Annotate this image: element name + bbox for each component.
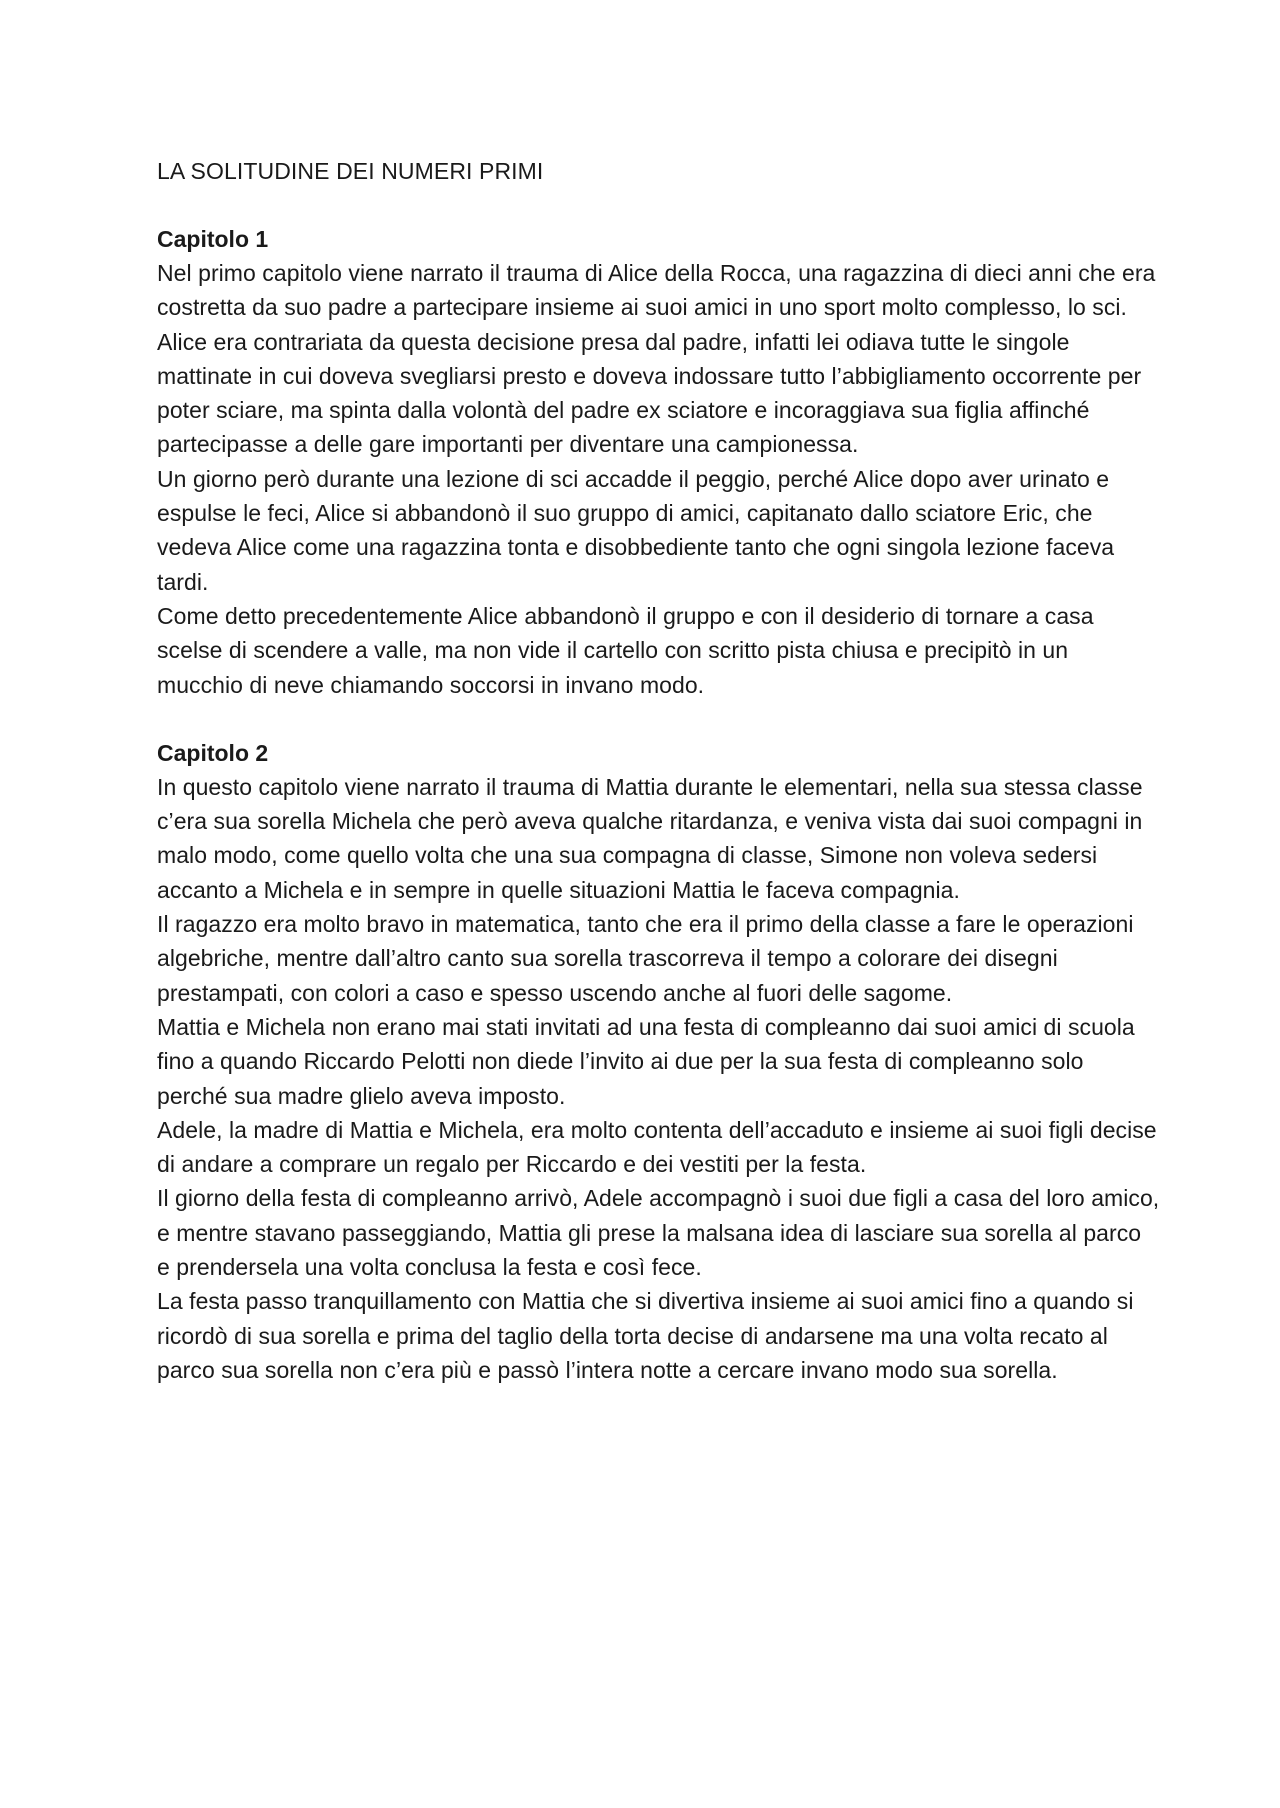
chapter-heading: Capitolo 1 — [157, 226, 269, 252]
paragraph: Un giorno però durante una lezione di sci accadde il peggio, perché Alice dopo aver urinato e espulse le feci, Alice si abbandonò il suo gruppo di amici, capitanato dallo sciatore Eric, che vedeva Alice come una ragazzina tonta e disobbediente tanto che ogni singola lezione faceva tardi. — [157, 465, 1115, 595]
paragraph: Il giorno della festa di compleanno arrivò, Adele accompagnò i suoi due figli a casa del loro amico, e mentre stavano passeggiando, Mattia gli prese la malsana idea di lasciare sua sorella al parco e prendersela una volta conclusa la festa e così fece. — [157, 1185, 1160, 1281]
paragraph: In questo capitolo viene narrato il trauma di Mattia durante le elementari, nella sua stessa classe c’era sua sorella Michela che però aveva qualche ritardanza, e veniva vista dai suoi compagni in malo modo, come quello volta che una sua compagna di classe, Simone non voleva sedersi accanto a Michela e in sempre in quelle situazioni Mattia le faceva compagnia. — [157, 773, 1143, 903]
paragraph: Alice era contrariata da questa decisione presa dal padre, infatti lei odiava tutte le singole mattinate in cui doveva svegliarsi presto e doveva indossare tutto l’abbigliamento occorrente per poter sciare, ma spinta dalla volontà del padre ex sciatore e incoraggiava sua figlia affinché partecipasse a delle gare importanti per diventare una campionessa. — [157, 328, 1142, 458]
chapter-1 — [157, 222, 1160, 702]
paragraph: La festa passo tranquillamento con Mattia che si divertiva insieme ai suoi amici fino a quando si ricordò di sua sorella e prima del taglio della torta decise di andarsene ma una volta recato al parco sua sorella non c’era più e passò l’intera notte a cercare invano modo sua sorella. — [157, 1288, 1134, 1383]
chapter-2 — [157, 736, 1160, 1387]
document-title: LA SOLITUDINE DEI NUMERI PRIMI — [157, 158, 544, 184]
paragraph: Come detto precedentemente Alice abbandonò il gruppo e con il desiderio di tornare a casa scelse di scendere a valle, ma non vide il cartello con scritto pista chiusa e precipitò in un mucchio di neve chiamando soccorsi in invano modo. — [157, 602, 1094, 698]
paragraph: Il ragazzo era molto bravo in matematica, tanto che era il primo della classe a fare le operazioni algebriche, mentre dall’altro canto sua sorella trascorreva il tempo a colorare dei disegni prestampati, con colori a caso e spesso uscendo anche al fuori delle sagome. — [157, 911, 1134, 1006]
paragraph: Adele, la madre di Mattia e Michela, era molto contenta dell’accaduto e insieme ai suoi figli decise di andare a comprare un regalo per Riccardo e dei vestiti per la festa. — [157, 1116, 1157, 1178]
paragraph: Nel primo capitolo viene narrato il trauma di Alice della Rocca, una ragazzina di dieci anni che era costretta da suo padre a partecipare insieme ai suoi amici in uno sport molto complesso, lo sci. — [157, 260, 1156, 321]
paragraph: Mattia e Michela non erano mai stati invitati ad una festa di compleanno dai suoi amici di scuola fino a quando Riccardo Pelotti non diede l’invito ai due per la sua festa di compleanno solo perché sua madre glielo aveva imposto. — [157, 1013, 1135, 1109]
chapter-heading: Capitolo 2 — [157, 739, 269, 766]
